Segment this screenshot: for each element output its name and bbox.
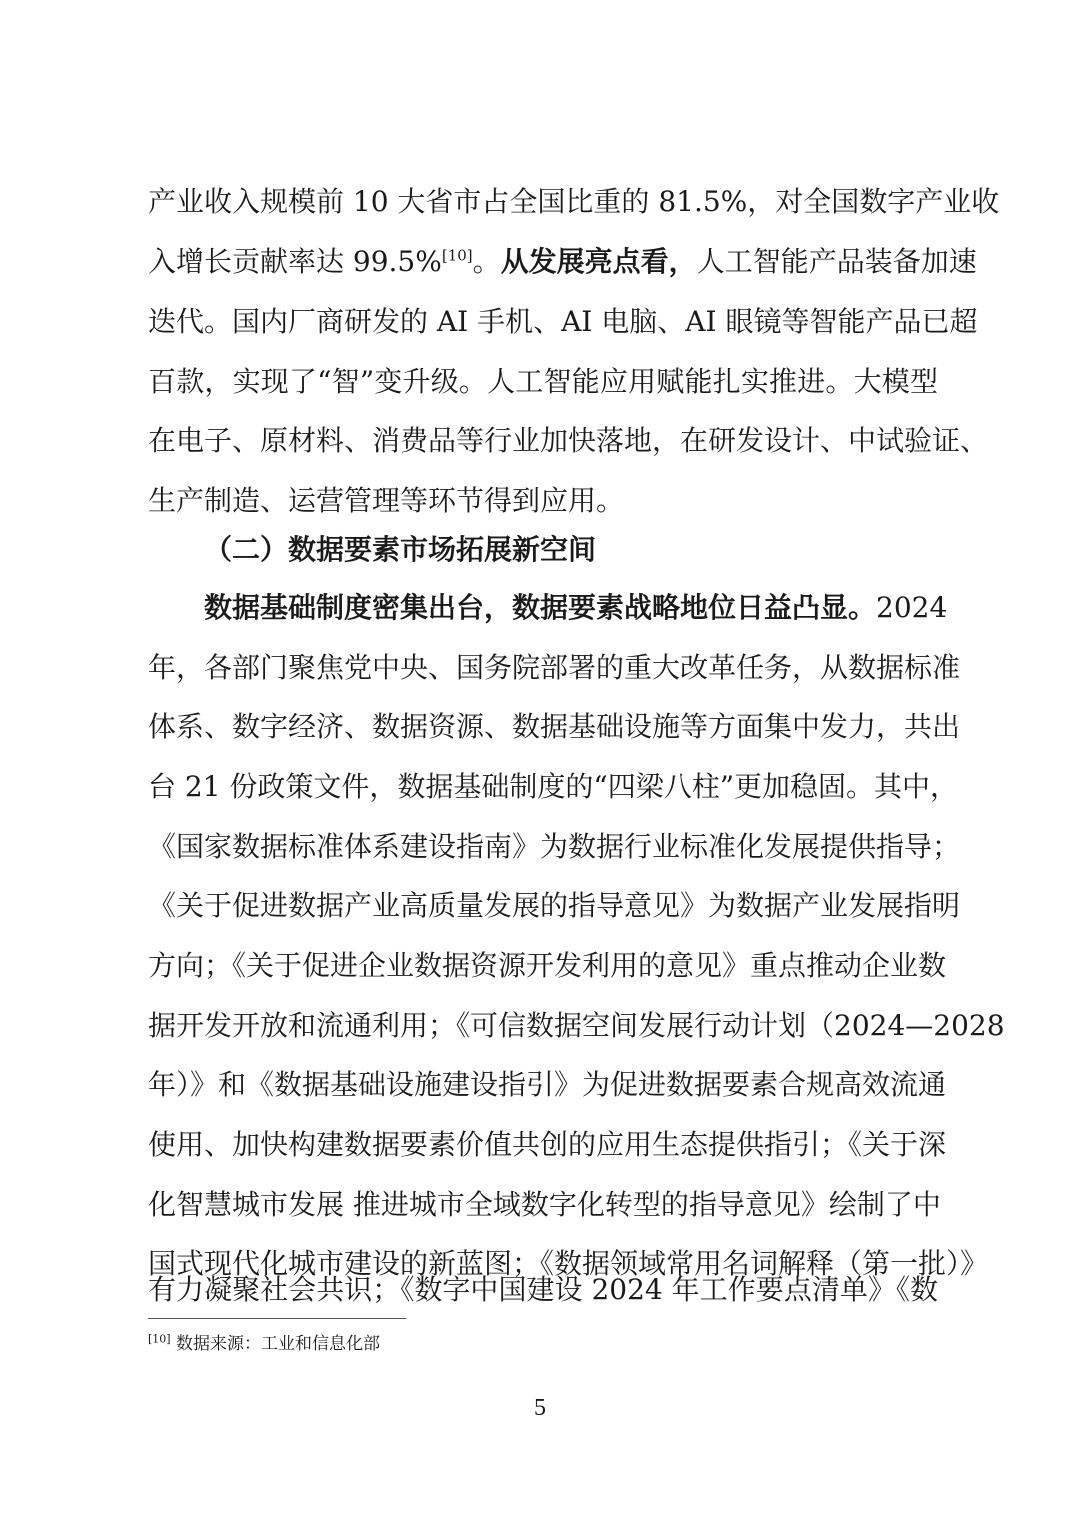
footnote-ref-10[interactable]: [10] bbox=[441, 246, 473, 265]
para1-highlight-lead: 从发展亮点看， bbox=[500, 245, 697, 278]
footnote bbox=[148, 1332, 380, 1356]
para2-line-3: 体系、数字经济、数据资源、数据基础设施等方面集中发力，共出 bbox=[148, 710, 961, 743]
para1-line-2 bbox=[148, 242, 977, 282]
para2-line-11: 化智慧城市发展 推进城市全域数字化转型的指导意见》绘制了中 bbox=[148, 1188, 941, 1221]
para2-line-1-tail: 2024 bbox=[876, 591, 948, 624]
para2-line-9: 年）》和《数据基础设施建设指引》为促进数据要素合规高效流通 bbox=[148, 1068, 947, 1101]
para2-line-13: 有力凝聚社会共识；《数字中国建设 2024 年工作要点清单》《数 bbox=[148, 1273, 938, 1306]
para1-line-6: 生产制造、运营管理等环节得到应用。 bbox=[148, 484, 625, 517]
footnote-text: 数据来源：工业和信息化部 bbox=[176, 1334, 380, 1354]
para1-line-3: 迭代。国内厂商研发的 AI 手机、AI 电脑、AI 眼镜等智能产品已超 bbox=[148, 305, 978, 338]
page-number: 5 bbox=[534, 1395, 546, 1421]
para2-line-12: 国式现代化城市建设的新蓝图；《数据领域常用名词解释（第一批）》 bbox=[148, 1247, 989, 1280]
para2-line-10: 使用、加快构建数据要素价值共创的应用生态提供指引；《关于深 bbox=[148, 1128, 947, 1161]
para1-line-1: 产业收入规模前 10 大省市占全国比重的 81.5%，对全国数字产业收 bbox=[148, 185, 1000, 218]
para2-line-6: 《关于促进数据产业高质量发展的指导意见》为数据产业发展指明 bbox=[148, 889, 961, 922]
para1-line-2-tail: 人工智能产品装备加速 bbox=[696, 245, 977, 278]
footnote-separator bbox=[148, 1318, 406, 1319]
para2-line-5: 《国家数据标准体系建设指南》为数据行业标准化发展提供指导； bbox=[148, 830, 961, 863]
para2-line-1 bbox=[204, 588, 948, 628]
para2-line-7: 方向；《关于促进企业数据资源开发利用的意见》重点推动企业数 bbox=[148, 949, 947, 982]
para2-line-8: 据开发开放和流通利用；《可信数据空间发展行动计划（2024—2028 bbox=[148, 1009, 1005, 1042]
para2-line-2: 年，各部门聚焦党中央、国务院部署的重大改革任务，从数据标准 bbox=[148, 651, 961, 684]
footnote-marker: [10] bbox=[148, 1332, 171, 1346]
para1-line-2-punct: 。 bbox=[472, 245, 501, 278]
para1-line-4: 百款，实现了“智”变升级。人工智能应用赋能扎实推进。大模型 bbox=[148, 365, 938, 398]
para2-lead-sentence: 数据基础制度密集出台，数据要素战略地位日益凸显。 bbox=[204, 591, 877, 624]
section-heading: （二）数据要素市场拓展新空间 bbox=[204, 533, 597, 566]
para2-line-4: 台 21 份政策文件，数据基础制度的“四梁八柱”更加稳固。其中， bbox=[148, 770, 959, 803]
para1-line-5: 在电子、原材料、消费品等行业加快落地，在研发设计、中试验证、 bbox=[148, 424, 989, 457]
para1-line-2-text: 入增长贡献率达 99.5% bbox=[148, 245, 442, 278]
